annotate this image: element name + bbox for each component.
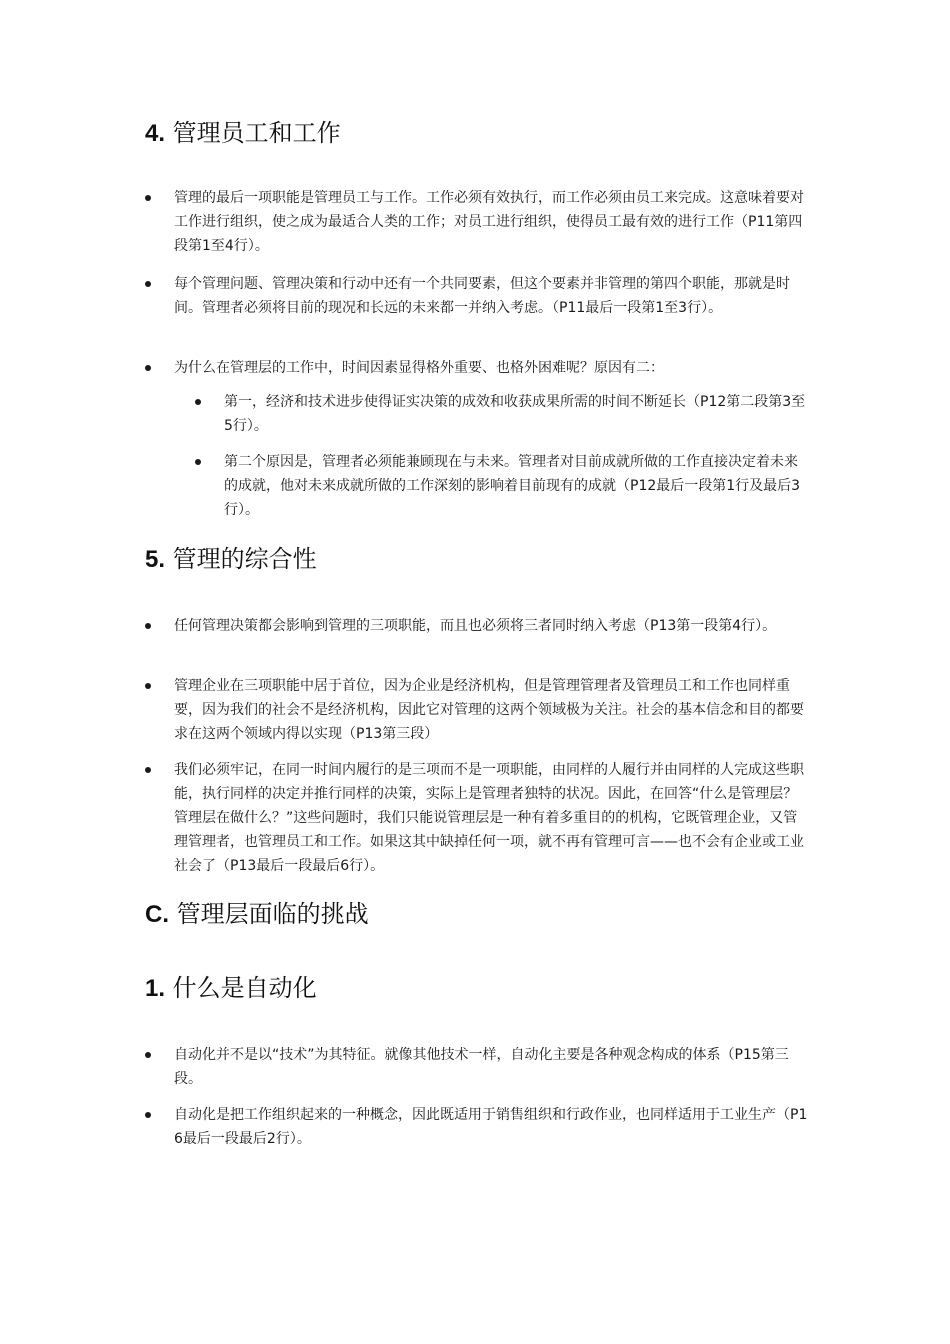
list-item-text: 自动化并不是以“技术”为其特征。就像其他技术一样，自动化主要是各种观念构成的体系（P15第三段。: [174, 1047, 789, 1087]
list-item: [174, 1103, 810, 1151]
list-item-text: 每个管理问题、管理决策和行动中还有一个共同要素，但这个要素并非管理的第四个职能，那就是时间。管理者必须将目前的现况和长远的未来都一并纳入考虑。（P11最后一段第1至3行）。: [174, 276, 790, 316]
list-item: [174, 674, 810, 746]
bullet-icon: [145, 365, 151, 371]
list-item-text: 管理的最后一项职能是管理员工与工作。工作必须有效执行，而工作必须由员工来完成。这意味着要对工作进行组织，使之成为最适合人类的工作；对员工进行组织，使得员工最有效的进行工作（P11第四段第1至4行）。: [174, 190, 804, 254]
section-title: 管理的综合性: [172, 545, 317, 573]
section-heading-4: [145, 118, 341, 149]
section-number: C.: [145, 901, 169, 928]
list-item: [174, 758, 810, 878]
list-item-text: 我们必须牢记，在同一时间内履行的是三项而不是一项职能，由同样的人履行并由同样的人完成这些职能，执行同样的决定并推行同样的决策，实际上是管理者独特的状况。因此，在回答“什么是管理层？管理层在做什么？”这些问题时，我们只能说管理层是一种有着多重目的的机构，它既管理企业，又管理管理者，也管理员工和工作。如果这其中缺掉任何一项，就不再有管理可言——也不会有企业或工业社会了（P13最后一段最后6行）。: [174, 762, 804, 874]
section-heading-1: [145, 973, 317, 1004]
section-heading-c: [145, 899, 369, 930]
bullet-icon: [145, 195, 151, 201]
sub-list-item: [224, 450, 810, 522]
list-item-text: 第一，经济和技术进步使得证实决策的成效和收获成果所需的时间不断延长（P12第二段第3至5行）。: [224, 394, 806, 434]
list-item-text: 第二个原因是，管理者必须能兼顾现在与未来。管理者对目前成就所做的工作直接决定着未来的成就，他对未来成就所做的工作深刻的影响着目前现有的成就（P12最后一段第1行及最后3行）。: [224, 454, 801, 518]
sub-list-item: [224, 390, 810, 438]
list-item-text: 自动化是把工作组织起来的一种概念，因此既适用于销售组织和行政作业，也同样适用于工业生产（P16最后一段最后2行）。: [174, 1107, 808, 1147]
section-number: 1.: [145, 975, 166, 1002]
section-title: 管理层面临的挑战: [176, 900, 369, 928]
list-item-text: 管理企业在三项职能中居于首位，因为企业是经济机构，但是管理管理者及管理员工和工作也同样重要，因为我们的社会不是经济机构，因此它对管理的这两个领域极为关注。社会的基本信念和目的都要求在这两个领域内得以实现（P13第三段）: [174, 678, 804, 742]
list-item: [174, 614, 810, 638]
bullet-icon: [145, 767, 151, 773]
bullet-icon: [145, 683, 151, 689]
bullet-icon: [195, 459, 201, 465]
list-item-text: 任何管理决策都会影响到管理的三项职能，而且也必须将三者同时纳入考虑（P13第一段第4行）。: [174, 618, 777, 634]
list-item: [174, 272, 810, 320]
bullet-icon: [195, 399, 201, 405]
section-number: 4.: [145, 120, 166, 147]
list-item-text: 为什么在管理层的工作中，时间因素显得格外重要、也格外困难呢？原因有二：: [174, 360, 664, 376]
section-title: 管理员工和工作: [172, 119, 341, 147]
bullet-icon: [145, 1052, 151, 1058]
list-item: [174, 356, 810, 380]
list-item: [174, 186, 810, 258]
list-item: [174, 1043, 810, 1091]
bullet-icon: [145, 281, 151, 287]
bullet-icon: [145, 623, 151, 629]
section-heading-5: [145, 544, 317, 575]
section-number: 5.: [145, 546, 166, 573]
bullet-icon: [145, 1112, 151, 1118]
section-title: 什么是自动化: [172, 974, 317, 1002]
